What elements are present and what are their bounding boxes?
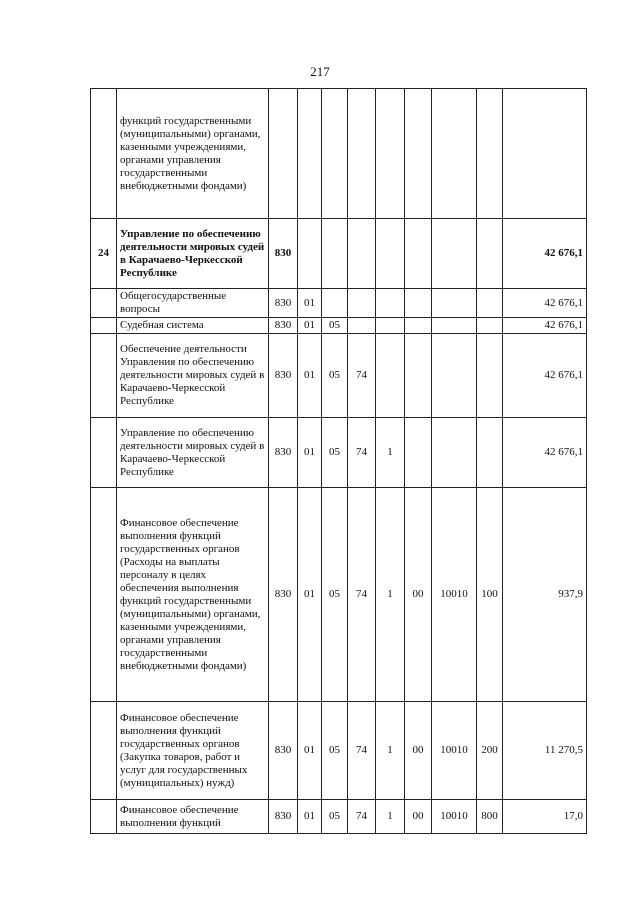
program-code-cell: 74: [348, 800, 376, 834]
expense-type-code-cell: [477, 289, 503, 318]
expense-type-code-cell: [477, 219, 503, 289]
row-number-cell: [91, 318, 117, 334]
main-event-code-cell: [405, 418, 432, 488]
subsection-code-cell: [322, 219, 348, 289]
table-row: [91, 418, 587, 488]
program-code-cell: [348, 219, 376, 289]
expense-type-code-cell: 800: [477, 800, 503, 834]
main-event-code-cell: [405, 89, 432, 219]
table-row: [91, 488, 587, 702]
table-row: [91, 89, 587, 219]
row-number-cell: [91, 289, 117, 318]
item-name-cell: Финансовое обеспечение выполнения функций государственных органов (Расходы на выплаты персоналу в целях обеспечения выполнения функций государственными (муниципальными) органами, казенными учреждениями, органами управления государственными внебюджетными фондами): [117, 488, 269, 702]
amount-cell: [503, 89, 587, 219]
grbs-code-cell: 830: [269, 289, 298, 318]
item-name-cell: Управление по обеспечению деятельности мировых судей в Карачаево-Черкесской Республике: [117, 219, 269, 289]
item-name-cell: Обеспечение деятельности Управления по обеспечению деятельности мировых судей в Карачаево-Черкесской Республике: [117, 334, 269, 418]
item-name-cell: Общегосударственные вопросы: [117, 289, 269, 318]
amount-cell: 42 676,1: [503, 289, 587, 318]
section-code-cell: 01: [298, 318, 322, 334]
direction-code-cell: [432, 289, 477, 318]
expense-type-code-cell: [477, 318, 503, 334]
direction-code-cell: [432, 334, 477, 418]
direction-code-cell: [432, 219, 477, 289]
direction-code-cell: 10010: [432, 488, 477, 702]
amount-cell: 42 676,1: [503, 334, 587, 418]
subprogram-code-cell: [376, 219, 405, 289]
subsection-code-cell: 05: [322, 488, 348, 702]
expense-type-code-cell: 200: [477, 702, 503, 800]
subsection-code-cell: 05: [322, 334, 348, 418]
amount-cell: 42 676,1: [503, 219, 587, 289]
subsection-code-cell: 05: [322, 318, 348, 334]
direction-code-cell: 10010: [432, 702, 477, 800]
grbs-code-cell: 830: [269, 702, 298, 800]
table-row: [91, 219, 587, 289]
program-code-cell: 74: [348, 488, 376, 702]
grbs-code-cell: 830: [269, 488, 298, 702]
direction-code-cell: [432, 418, 477, 488]
direction-code-cell: [432, 89, 477, 219]
row-number-cell: [91, 334, 117, 418]
grbs-code-cell: 830: [269, 800, 298, 834]
amount-cell: 42 676,1: [503, 418, 587, 488]
main-event-code-cell: [405, 334, 432, 418]
grbs-code-cell: 830: [269, 418, 298, 488]
subprogram-code-cell: [376, 289, 405, 318]
item-name-cell: Финансовое обеспечение выполнения функций: [117, 800, 269, 834]
table-row: [91, 318, 587, 334]
row-number-cell: 24: [91, 219, 117, 289]
row-number-cell: [91, 418, 117, 488]
amount-cell: 937,9: [503, 488, 587, 702]
direction-code-cell: 10010: [432, 800, 477, 834]
subprogram-code-cell: [376, 318, 405, 334]
table-row: [91, 702, 587, 800]
section-code-cell: [298, 89, 322, 219]
main-event-code-cell: 00: [405, 488, 432, 702]
expense-type-code-cell: [477, 418, 503, 488]
section-code-cell: [298, 219, 322, 289]
page-number: 217: [310, 64, 330, 79]
program-code-cell: [348, 289, 376, 318]
subsection-code-cell: 05: [322, 800, 348, 834]
table-row: [91, 289, 587, 318]
amount-cell: 42 676,1: [503, 318, 587, 334]
subprogram-code-cell: 1: [376, 702, 405, 800]
expense-type-code-cell: [477, 334, 503, 418]
subprogram-code-cell: [376, 334, 405, 418]
section-code-cell: 01: [298, 488, 322, 702]
amount-cell: 11 270,5: [503, 702, 587, 800]
subprogram-code-cell: 1: [376, 800, 405, 834]
expense-type-code-cell: [477, 89, 503, 219]
section-code-cell: 01: [298, 289, 322, 318]
subsection-code-cell: [322, 89, 348, 219]
section-code-cell: 01: [298, 418, 322, 488]
grbs-code-cell: 830: [269, 219, 298, 289]
row-number-cell: [91, 89, 117, 219]
amount-cell: 17,0: [503, 800, 587, 834]
main-event-code-cell: [405, 318, 432, 334]
subsection-code-cell: 05: [322, 702, 348, 800]
main-event-code-cell: 00: [405, 800, 432, 834]
subprogram-code-cell: [376, 89, 405, 219]
section-code-cell: 01: [298, 800, 322, 834]
main-event-code-cell: [405, 289, 432, 318]
expense-type-code-cell: 100: [477, 488, 503, 702]
row-number-cell: [91, 800, 117, 834]
grbs-code-cell: 830: [269, 334, 298, 418]
main-event-code-cell: [405, 219, 432, 289]
row-number-cell: [91, 702, 117, 800]
subprogram-code-cell: 1: [376, 418, 405, 488]
grbs-code-cell: [269, 89, 298, 219]
subprogram-code-cell: 1: [376, 488, 405, 702]
program-code-cell: 74: [348, 418, 376, 488]
row-number-cell: [91, 488, 117, 702]
program-code-cell: [348, 318, 376, 334]
table-body: [91, 89, 587, 834]
subsection-code-cell: [322, 289, 348, 318]
section-code-cell: 01: [298, 334, 322, 418]
program-code-cell: 74: [348, 702, 376, 800]
item-name-cell: Судебная система: [117, 318, 269, 334]
direction-code-cell: [432, 318, 477, 334]
item-name-cell: функций государственными (муниципальными) органами, казенными учреждениями, органами управления государственными внебюджетными фондами): [117, 89, 269, 219]
item-name-cell: Управление по обеспечению деятельности мировых судей в Карачаево-Черкесской Республике: [117, 418, 269, 488]
program-code-cell: [348, 89, 376, 219]
program-code-cell: 74: [348, 334, 376, 418]
section-code-cell: 01: [298, 702, 322, 800]
table-row: [91, 334, 587, 418]
subsection-code-cell: 05: [322, 418, 348, 488]
main-event-code-cell: 00: [405, 702, 432, 800]
item-name-cell: Финансовое обеспечение выполнения функций государственных органов (Закупка товаров, работ и услуг для государственных (муниципальных) нужд): [117, 702, 269, 800]
grbs-code-cell: 830: [269, 318, 298, 334]
budget-table: [90, 88, 587, 834]
table-row: [91, 800, 587, 834]
